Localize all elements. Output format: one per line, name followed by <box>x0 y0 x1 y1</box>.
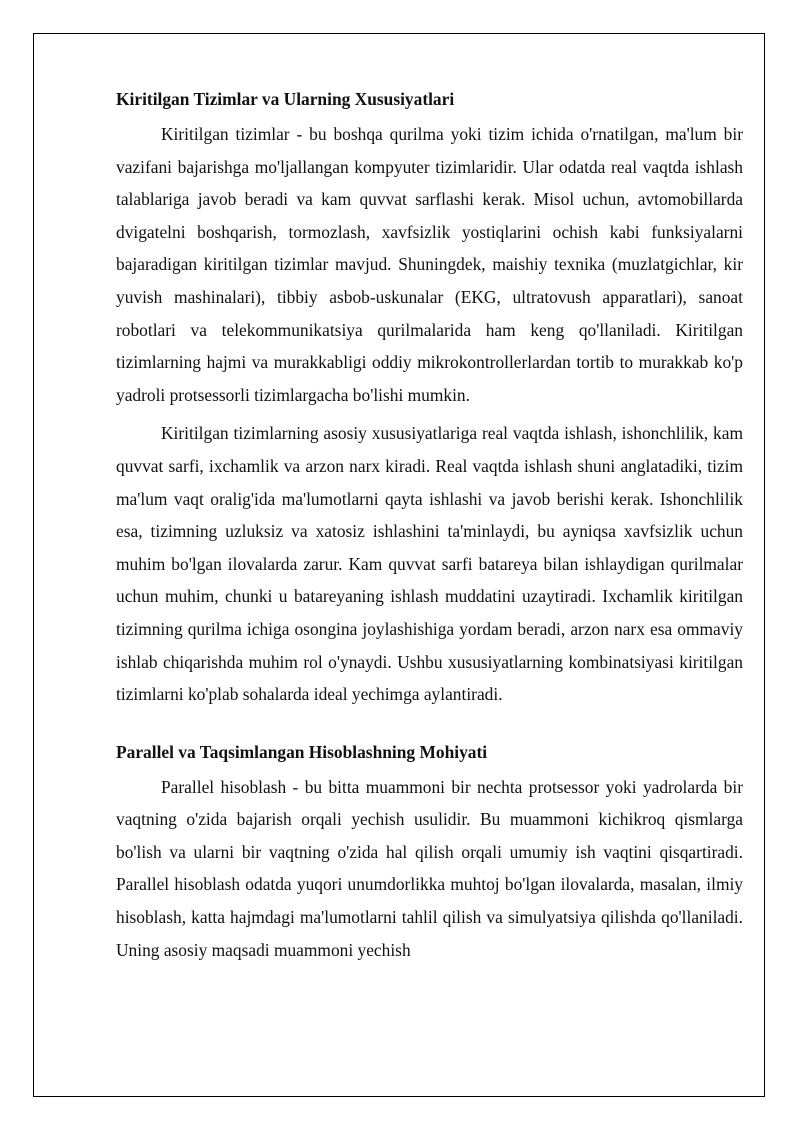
paragraph-embedded-definition: Kiritilgan tizimlar - bu boshqa qurilma yoki tizim ichida o'rnatilgan, ma'lum bir vazifani bajarishga mo'ljallangan kompyuter tizimlaridir. Ular odatda real vaqtda ishlash talablariga javob beradi va kam quvvat sarflashi kerak. Misol uchun, avtomobillarda dvigatelni boshqarish, tormozlash, xavfsizlik yostiqlarini ochish kabi funksiyalarni bajaradigan kiritilgan tizimlar mavjud. Shuningdek, maishiy texnika (muzlatgichlar, kir yuvish mashinalari), tibbiy asbob-uskunalar (EKG, ultratovush apparatlari), sanoat robotlari va telekommunikatsiya qurilmalarida ham keng qo'llaniladi. Kiritilgan tizimlarning hajmi va murakkabligi oddiy mikrokontrollerlardan tortib to murakkab ko'p yadroli protsessorli tizimlargacha bo'lishi mumkin. <box>116 124 743 405</box>
paragraph-embedded-features: Kiritilgan tizimlarning asosiy xususiyatlariga real vaqtda ishlash, ishonchlilik, kam quvvat sarfi, ixchamlik va arzon narx kiradi. Real vaqtda ishlash shuni anglatadiki, tizim ma'lum vaqt oralig'ida ma'lumotlarni qayta ishlashi va javob berishi kerak. Ishonchlilik esa, tizimning uzluksiz va xatosiz ishlashini ta'minlaydi, bu ayniqsa xavfsizlik uchun muhim bo'lgan ilovalarda zarur. Kam quvvat sarfi batareya bilan ishlaydigan qurilmalar uchun muhim, chunki u batareyaning ishlash muddatini uzaytiradi. Ixchamlik kiritilgan tizimning qurilma ichiga osongina joylashishiga yordam beradi, arzon narx esa ommaviy ishlab chiqarishda muhim rol o'ynaydi. Ushbu xususiyatlarning kombinatsiyasi kiritilgan tizimlarni ko'plab sohalarda ideal yechimga aylantiradi. <box>116 423 743 705</box>
paragraph-parallel-definition: Parallel hisoblash - bu bitta muammoni bir nechta protsessor yoki yadrolarda bir vaqtning o'zida bajarish orqali yechish usulidir. Bu muammoni kichikroq qismlarga bo'lish va ularni bir vaqtning o'zida hal qilish orqali umumiy ish vaqtini qisqartiradi. Parallel hisoblash odatda yuqori unumdorlikka muhtoj bo'lgan ilovalarda, masalan, ilmiy hisoblash, katta hajmdagi ma'lumotlarni tahlil qilish va simulyatsiya qilishda qo'llaniladi. Uning asosiy maqsadi muammoni yechish <box>116 776 743 960</box>
document-body <box>116 86 743 972</box>
section-heading-embedded-systems: Kiritilgan Tizimlar va Ularning Xususiyatlari <box>116 89 455 109</box>
section-heading-parallel-computing: Parallel va Taqsimlangan Hisoblashning Mohiyati <box>116 741 488 762</box>
